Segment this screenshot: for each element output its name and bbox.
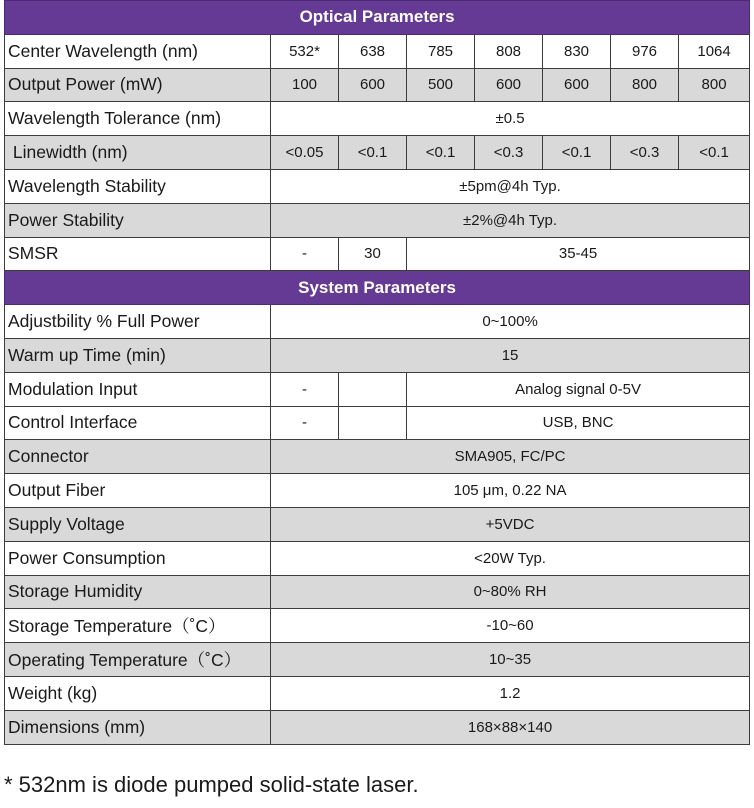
cell-value: <0.1: [543, 136, 611, 170]
spec-table: [4, 0, 750, 745]
row-adjustability: [5, 305, 750, 339]
row-dimensions: [5, 710, 750, 744]
cell-value: -: [271, 372, 339, 406]
cell-value: 1.2: [271, 676, 750, 710]
cell-empty: [339, 372, 407, 406]
cell-value: 15: [271, 338, 750, 372]
row-modulation-input: [5, 372, 750, 406]
row-wavelength-tolerance: [5, 102, 750, 136]
cell-value: ±2%@4h Typ.: [271, 203, 750, 237]
cell-value: 800: [611, 68, 679, 102]
row-storage-temperature: [5, 609, 750, 643]
row-weight: [5, 676, 750, 710]
cell-value: 10~35: [271, 643, 750, 677]
row-label: Storage Temperature（˚C）: [5, 609, 271, 643]
row-warm-up-time: [5, 338, 750, 372]
cell-value: USB, BNC: [407, 406, 750, 440]
row-label: Center Wavelength (nm): [5, 34, 271, 68]
cell-value: Analog signal 0-5V: [407, 372, 750, 406]
row-output-fiber: [5, 474, 750, 508]
cell-value: 0~80% RH: [271, 575, 750, 609]
cell-value: 0~100%: [271, 305, 750, 339]
row-label: Connector: [5, 440, 271, 474]
cell-empty: [339, 406, 407, 440]
cell-value: ±5pm@4h Typ.: [271, 169, 750, 203]
row-label: Weight (kg): [5, 676, 271, 710]
cell-value: 976: [611, 34, 679, 68]
row-output-power: [5, 68, 750, 102]
row-center-wavelength: [5, 34, 750, 68]
row-power-consumption: [5, 541, 750, 575]
cell-value: <0.1: [679, 136, 750, 170]
row-label: Adjustbility % Full Power: [5, 305, 271, 339]
cell-value: SMA905, FC/PC: [271, 440, 750, 474]
cell-value: 808: [475, 34, 543, 68]
cell-value: <0.3: [475, 136, 543, 170]
cell-value: 785: [407, 34, 475, 68]
cell-value: <20W Typ.: [271, 541, 750, 575]
row-supply-voltage: [5, 507, 750, 541]
row-control-interface: [5, 406, 750, 440]
cell-value: +5VDC: [271, 507, 750, 541]
cell-value: <0.1: [407, 136, 475, 170]
row-label: Output Power (mW): [5, 68, 271, 102]
cell-value: <0.05: [271, 136, 339, 170]
row-linewidth: [5, 136, 750, 170]
row-label: Linewidth (nm): [5, 136, 271, 170]
row-storage-humidity: [5, 575, 750, 609]
row-wavelength-stability: [5, 169, 750, 203]
row-label: Output Fiber: [5, 474, 271, 508]
cell-value: -: [271, 237, 339, 271]
optical-header-row: [5, 1, 750, 35]
system-header: System Parameters: [5, 271, 750, 305]
row-label: Dimensions (mm): [5, 710, 271, 744]
cell-value: 500: [407, 68, 475, 102]
optical-header: Optical Parameters: [5, 1, 750, 35]
row-label: Wavelength Tolerance (nm): [5, 102, 271, 136]
row-label: Warm up Time (min): [5, 338, 271, 372]
row-operating-temperature: [5, 643, 750, 677]
cell-value: 638: [339, 34, 407, 68]
cell-value: 30: [339, 237, 407, 271]
row-power-stability: [5, 203, 750, 237]
cell-value: 168×88×140: [271, 710, 750, 744]
row-label: Control Interface: [5, 406, 271, 440]
cell-value: -10~60: [271, 609, 750, 643]
row-label: Wavelength Stability: [5, 169, 271, 203]
row-label: Power Consumption: [5, 541, 271, 575]
cell-value: <0.1: [339, 136, 407, 170]
row-label: SMSR: [5, 237, 271, 271]
cell-value: 830: [543, 34, 611, 68]
cell-value: 532*: [271, 34, 339, 68]
row-label: Supply Voltage: [5, 507, 271, 541]
row-smsr: [5, 237, 750, 271]
cell-value: 35-45: [407, 237, 750, 271]
row-label: Power Stability: [5, 203, 271, 237]
row-connector: [5, 440, 750, 474]
row-label: Modulation Input: [5, 372, 271, 406]
cell-value: <0.3: [611, 136, 679, 170]
system-header-row: [5, 271, 750, 305]
cell-value: 800: [679, 68, 750, 102]
cell-value: 100: [271, 68, 339, 102]
cell-value: 600: [543, 68, 611, 102]
row-label: Storage Humidity: [5, 575, 271, 609]
cell-value: 1064: [679, 34, 750, 68]
cell-value: 105 μm, 0.22 NA: [271, 474, 750, 508]
row-label: Operating Temperature（˚C）: [5, 643, 271, 677]
footnote: * 532nm is diode pumped solid-state laser.: [4, 772, 419, 797]
cell-value: 600: [475, 68, 543, 102]
cell-value: -: [271, 406, 339, 440]
cell-value: ±0.5: [271, 102, 750, 136]
cell-value: 600: [339, 68, 407, 102]
